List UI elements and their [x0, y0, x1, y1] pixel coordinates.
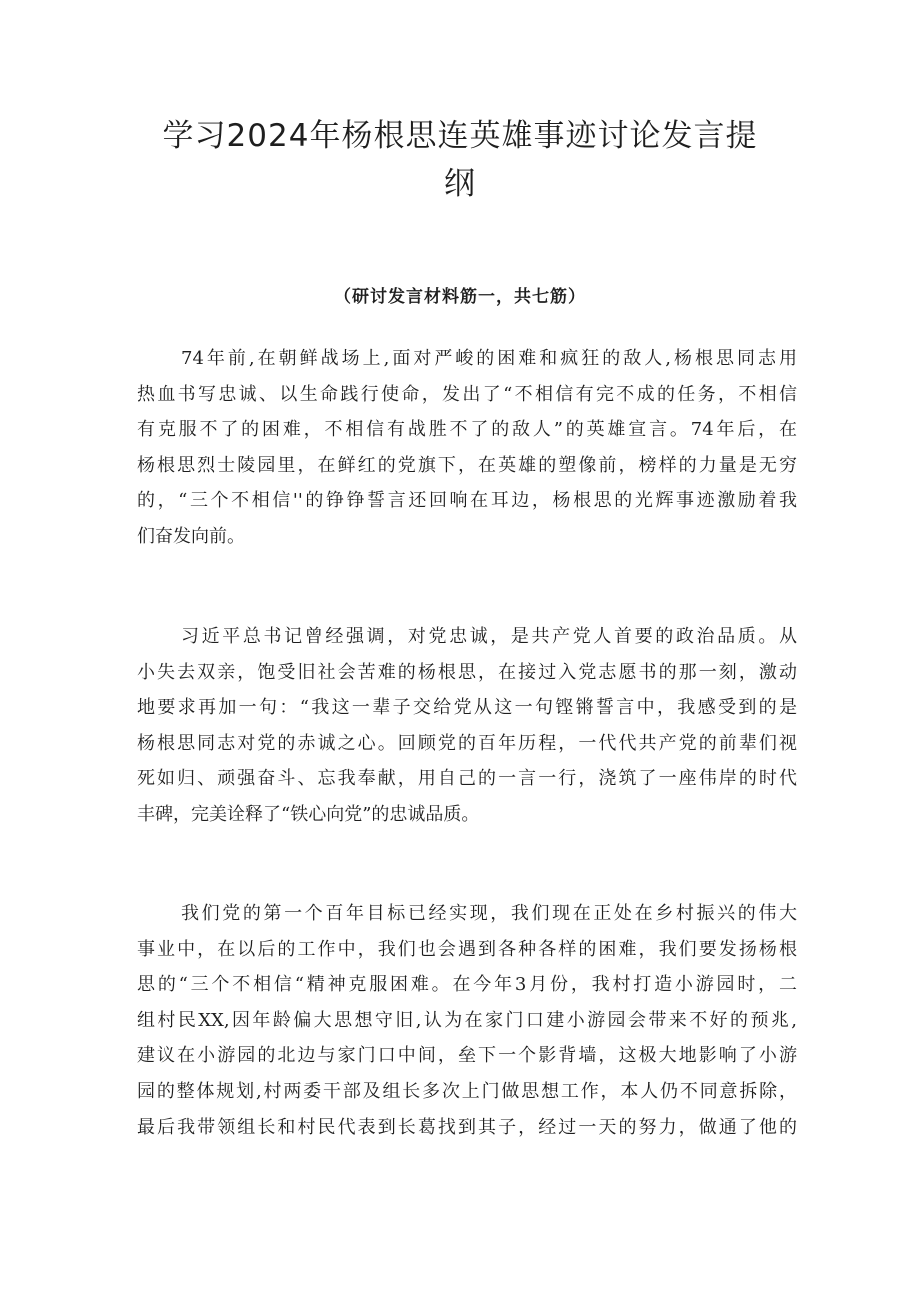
- paragraph-line: 习近平总书记曾经强调，对党忠诚，是共产党人首要的政治品质。从: [181, 626, 797, 647]
- document-subtitle: （研讨发言材料筋一，共七筋）: [334, 287, 586, 307]
- paragraph-line: 事业中，在以后的工作中，我们也会遇到各种各样的困难，我们要发扬杨根: [137, 938, 797, 960]
- paragraph-1: [137, 341, 797, 555]
- paragraph-line: 最后我带领组长和村民代表到长葛找到其子，经过一天的努力，做通了他的: [137, 1116, 797, 1138]
- paragraph-line: 地要求再加一句：“我这一辈子交给党从这一句铿锵誓言中，我感受到的是: [137, 697, 797, 719]
- title-line-2: 纲: [444, 166, 476, 202]
- paragraph-line: 园的整体规划,村两委干部及组长多次上门做思想工作，本人仍不同意拆除，: [137, 1080, 797, 1102]
- paragraph-line: 思的“三个不相信“精神克服困难。在今年3月份，我村打造小游园时，二: [137, 974, 797, 996]
- paragraph-3: [137, 896, 797, 1145]
- paragraph-line: 杨根思同志对党的赤诚之心。回顾党的百年历程，一代代共产党的前辈们视: [137, 732, 797, 754]
- paragraph-line: 杨根思烈士陵园里，在鲜红的党旗下，在英雄的塑像前，榜样的力量是无穷: [137, 454, 797, 476]
- paragraph-line: 74年前,在朝鲜战场上,面对严峻的困难和疯狂的敌人,杨根思同志用: [181, 348, 797, 369]
- paragraph-2: [137, 619, 797, 833]
- paragraph-line: 死如归、顽强奋斗、忘我奉献，用自己的一言一行，浇筑了一座伟岸的时代: [137, 768, 797, 790]
- paragraph-line: 建议在小游园的北边与家门口中间，垒下一个影背墙，这极大地影响了小游: [137, 1045, 797, 1067]
- paragraph-line: 热血书写忠诚、以生命践行使命，发出了“不相信有完不成的任务，不相信: [137, 383, 797, 405]
- title-line-1: 学习2024年杨根思连英雄事迹讨论发言提: [162, 118, 758, 154]
- paragraph-line: 组村民XX,因年龄偏大思想守旧,认为在家门口建小游园会带来不好的预兆,: [137, 1009, 797, 1031]
- paragraph-line: 丰碑，完美诠释了“铁心向党”的忠诚品质。: [137, 803, 480, 825]
- paragraph-line: 小失去双亲，饱受旧社会苦难的杨根思，在接过入党志愿书的那一刻，激动: [137, 661, 797, 683]
- document-title: [150, 112, 770, 208]
- paragraph-line: 有克服不了的困难，不相信有战胜不了的敌人”的英雄宣言。74年后，在: [137, 419, 797, 441]
- paragraph-line: 我们党的第一个百年目标已经实现，我们现在正处在乡村振兴的伟大: [181, 903, 797, 924]
- paragraph-line: 们奋发向前。: [137, 525, 245, 547]
- paragraph-line: 的，“三个不相信''的铮铮誓言还回响在耳边，杨根思的光辉事迹激励着我: [137, 490, 797, 512]
